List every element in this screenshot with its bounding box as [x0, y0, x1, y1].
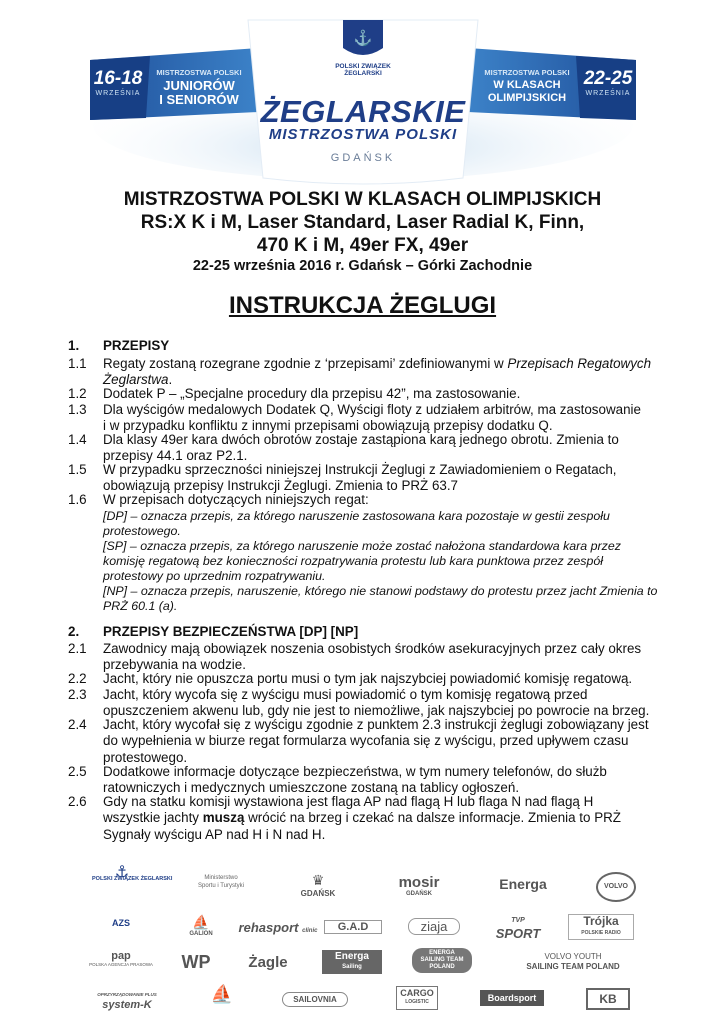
heading-date-venue: 22-25 września 2016 r. Gdańsk – Górki Zachodnie: [192, 258, 533, 274]
logo-subtext: clinic: [302, 928, 318, 934]
kb-logo: KB: [586, 988, 630, 1010]
ziaja-logo: ziaja: [408, 918, 460, 935]
system-k-logo: [92, 990, 162, 1010]
item-text: [103, 492, 725, 508]
banner-right-line1: W KLASACH: [493, 79, 561, 91]
banner-left-line2: I SENIORÓW: [159, 92, 239, 107]
logo-text: CARGO: [400, 988, 434, 998]
anchor-icon: ⚓: [114, 864, 130, 881]
event-banner: [88, 0, 638, 185]
logo-text: POLAND: [429, 964, 455, 970]
trojka-logo: [568, 914, 634, 940]
definition-line: [SP] – oznacza przepis, za którego naruszenie może zostać nałożona standardowa kara przez: [103, 539, 621, 553]
item-number: 2.4: [68, 717, 87, 732]
logo-text: SPORT: [495, 926, 541, 941]
item-line: i w przypadku konfliktu z innymi przepisami obowiązują przepisy dodatku Q.: [103, 418, 553, 434]
logo-text: Trójka: [583, 914, 619, 928]
banner-month-right: WRZEŚNIA: [585, 90, 631, 97]
sail-icon: ⛵: [192, 914, 210, 930]
item-text: [103, 402, 725, 435]
mosir-logo: [384, 874, 454, 897]
logo-subtext: Sailing: [342, 964, 362, 970]
item-line: Jacht, który wycofa się z wyścigu musi powiadomić o tym komisję regatową przed: [103, 687, 588, 702]
logo-text: system-K: [102, 999, 152, 1011]
item-line: Jacht, który nie opuszcza portu musi o tym jak najszybciej powiadomić komisję regatową.: [103, 671, 633, 686]
boardsport-logo: Boardsport: [480, 990, 544, 1006]
banner-left-line1: JUNIORÓW: [163, 78, 235, 93]
logo-text: GALION: [189, 931, 213, 937]
item-line: przebywania na wodzie.: [103, 657, 246, 673]
item-line: Sygnały wyścigu AP nad H i N nad H.: [103, 826, 326, 842]
heading-line-3: 470 K i M, 49er FX, 49er: [256, 235, 469, 256]
logo-text: SAILING TEAM: [420, 957, 464, 963]
item-line: W przypadku sprzeczności niniejszej Instrukcji Żeglugi z Zawiadomieniem o Regatach,: [103, 462, 617, 477]
item-line: Jacht, który wycofał się z wyścigu zgodnie z punktem 2.3 instrukcji żeglugi zobowiązany jest: [103, 717, 649, 732]
logo-text: Ministerstwo: [204, 875, 238, 881]
definition-np: [103, 584, 657, 614]
banner-right-line2: OLIMPIJSKICH: [487, 92, 567, 104]
banner-dates-left: 16-18: [93, 68, 143, 89]
ministry-logo: [176, 874, 266, 890]
item-number: 1.5: [68, 462, 87, 477]
logo-subtext: POLSKA AGENCJA PRASOWA: [89, 962, 153, 967]
rehasport-logo: [238, 920, 318, 935]
item-line: przepisy 44.1 oraz P2.1.: [103, 448, 248, 464]
section-number: 1.: [68, 338, 80, 353]
banner-title: ŻEGLARSKIE: [260, 94, 466, 129]
text-run: wrócić na brzeg i czekać na dalsze informacje. Zmienia to PRŻ: [244, 810, 621, 826]
item-number: 1.1: [68, 356, 87, 371]
sail-icon: ⛵: [210, 984, 234, 1004]
item-line: opuszczeniem akwenu lub, gdy nie jest to niemożliwe, jak najszybciej po powrocie na brzeg.: [103, 703, 650, 719]
item-text: [103, 356, 725, 389]
item-number: 2.2: [68, 671, 87, 686]
banner-right-title: [472, 79, 582, 105]
tvp-sport-logo: [488, 914, 548, 940]
definition-line: komisję regatową bez konieczności rozpatrywania protestu lub kara punktowa przez zespół: [103, 554, 604, 569]
logo-subtext: POLSKIE RADIO: [581, 930, 621, 936]
item-number: 1.6: [68, 492, 87, 507]
item-number: 2.1: [68, 641, 87, 656]
definition-dp: [103, 509, 657, 539]
definition-line: protestowy po uprzednim rozpatrywaniu.: [103, 569, 326, 584]
energa-logo: Energa: [499, 876, 547, 892]
item-line: [103, 810, 725, 826]
item-line: Gdy na statku komisji wystawiona jest flaga AP nad flagą H lub flaga N nad flagą H: [103, 794, 594, 809]
logo-text: VOLVO YOUTH: [544, 952, 602, 961]
pzz-logo: [92, 864, 173, 882]
item-line: obowiązują przepisy Instrukcji Żeglugi. Zmienia to PRŻ 63.7: [103, 478, 459, 494]
banner-right-subtitle: MISTRZOSTWA POLSKI: [484, 68, 570, 77]
logo-text: mosir: [398, 874, 440, 891]
sailovnia-logo: SAILOVNIA: [282, 992, 348, 1007]
logo-text: POLSKI ZWIĄZEK ŻEGLARSKI: [92, 876, 173, 882]
item-line: Dla klasy 49er kara dwóch obrotów zostaje zastąpiona karą jednego obrotu. Zmienia to: [103, 432, 619, 447]
item-text: [103, 671, 725, 687]
svg-text:⚓: ⚓: [353, 30, 373, 47]
item-number: 2.6: [68, 794, 87, 809]
text-run: Regaty zostaną rozegrane zgodnie z ‘przepisami’ zdefiniowanymi w: [103, 356, 508, 371]
item-number: 1.2: [68, 386, 87, 401]
banner-subtitle: MISTRZOSTWA POLSKI: [268, 126, 458, 143]
crest-icon: ♛: [311, 872, 325, 888]
definition-sp: [103, 539, 657, 585]
item-line: Dla wyścigów medalowych Dodatek Q, Wyścigi floty z udziałem arbitrów, ma zastosowanie: [103, 402, 641, 417]
logo-text: Energa: [335, 951, 369, 962]
definition-line: [DP] – oznacza przepis, za którego naruszenie zastosowana kara pozostaje w gestii zespołu: [103, 509, 610, 523]
pap-logo: [86, 950, 156, 967]
item-line: Zawodnicy mają obowiązek noszenia osobistych środków asekuracyjnych przez cały okres: [103, 641, 642, 656]
bold-text: muszą: [202, 810, 245, 826]
text-run: .: [168, 372, 173, 388]
item-number: 2.5: [68, 764, 87, 779]
logo-text: ENERGA: [429, 950, 455, 956]
definition-line: protestowego.: [103, 524, 181, 539]
wp-logo: WP: [181, 952, 211, 972]
gad-logo: G.A.D: [324, 920, 382, 934]
item-text: [103, 794, 725, 843]
zagle-logo: Żagle: [248, 954, 288, 971]
banner-left-title: [144, 79, 254, 107]
definition-line: [NP] – oznacza przepis, naruszenie, którego nie stanowi podstawy do protestu przez jacht Zmienia to: [103, 584, 658, 598]
item-text: [103, 764, 725, 797]
item-line: do wypełnienia w biurze regat formularza wycofania się z wyścigu, przed upływem czasu: [103, 733, 629, 749]
item-line: Dodatkowe informacje dotyczące bezpieczeństwa, w tym numery telefonów, do służb: [103, 764, 607, 779]
item-line: Dodatek P – „Specjalne procedury dla przepisu 42”, ma zastosowanie.: [103, 386, 521, 401]
logo-text: pap: [111, 950, 131, 962]
item-text: [103, 386, 725, 402]
banner-left-subtitle: MISTRZOSTWA POLSKI: [156, 68, 242, 77]
logo-text: SAILING TEAM POLAND: [526, 962, 620, 971]
energa-team-logo: [412, 948, 472, 973]
text-run: wszystkie jachty: [103, 810, 203, 826]
italic-text: Przepisach Regatowych: [507, 356, 652, 371]
gdansk-logo: [288, 872, 348, 898]
item-number: 1.4: [68, 432, 87, 447]
logo-text: rehasport: [238, 920, 299, 935]
volvo-logo: VOLVO: [596, 872, 636, 902]
italic-text: Żeglarstwa: [103, 372, 169, 388]
logo-text: GDAŃSK: [300, 889, 336, 898]
banner-month-left: WRZEŚNIA: [95, 90, 141, 97]
association-name: [303, 63, 423, 77]
association-line2: ŻEGLARSKI: [344, 70, 382, 77]
item-text: [103, 432, 725, 465]
azs-logo: AZS: [112, 918, 130, 928]
logo-subtext: TVP: [511, 917, 525, 924]
sponsor-logos: [78, 862, 658, 1024]
document-title: INSTRUKCJA ŻEGLUGI: [228, 292, 497, 319]
logo-subtext: GDAŃSK: [405, 891, 432, 897]
galion-logo: [176, 914, 226, 937]
windsurf-logo: [202, 984, 242, 1005]
association-line1: POLSKI ZWIĄZEK: [335, 63, 391, 70]
section-number: 2.: [68, 624, 80, 639]
logo-text: Sportu i Turystyki: [197, 883, 244, 889]
item-text: [103, 687, 725, 720]
item-text: [103, 641, 725, 674]
banner-city: GDAŃSK: [330, 152, 396, 164]
definition-line: PRŻ 60.1 (a).: [103, 599, 178, 614]
banner-dates-right: 22-25: [583, 68, 633, 89]
item-number: 2.3: [68, 687, 87, 702]
energa-sailing-logo: [322, 950, 382, 974]
item-line: ratowniczych i medycznych umieszczone zostaną na tablicy ogłoszeń.: [103, 780, 520, 796]
item-line: protestowego.: [103, 749, 188, 765]
section-title: PRZEPISY BEZPIECZEŃSTWA [DP] [NP]: [103, 624, 359, 639]
volvo-youth-logo: [508, 952, 638, 972]
cargo-logo: [396, 986, 438, 1010]
item-text: [103, 462, 725, 495]
logo-subtext: LOGISTIC: [405, 999, 429, 1005]
section-title: PRZEPISY: [103, 338, 170, 353]
heading-line-1: MISTRZOSTWA POLSKI W KLASACH OLIMPIJSKICH: [123, 189, 602, 210]
item-text: [103, 717, 725, 766]
item-number: 1.3: [68, 402, 87, 417]
heading-line-2: RS:X K i M, Laser Standard, Laser Radial K, Finn,: [140, 212, 585, 233]
item-line: [103, 356, 725, 372]
item-line: W przepisach dotyczących niniejszych regat:: [103, 492, 369, 507]
logo-subtext: OPRZYRZĄDOWANIE PLUS: [97, 992, 157, 997]
